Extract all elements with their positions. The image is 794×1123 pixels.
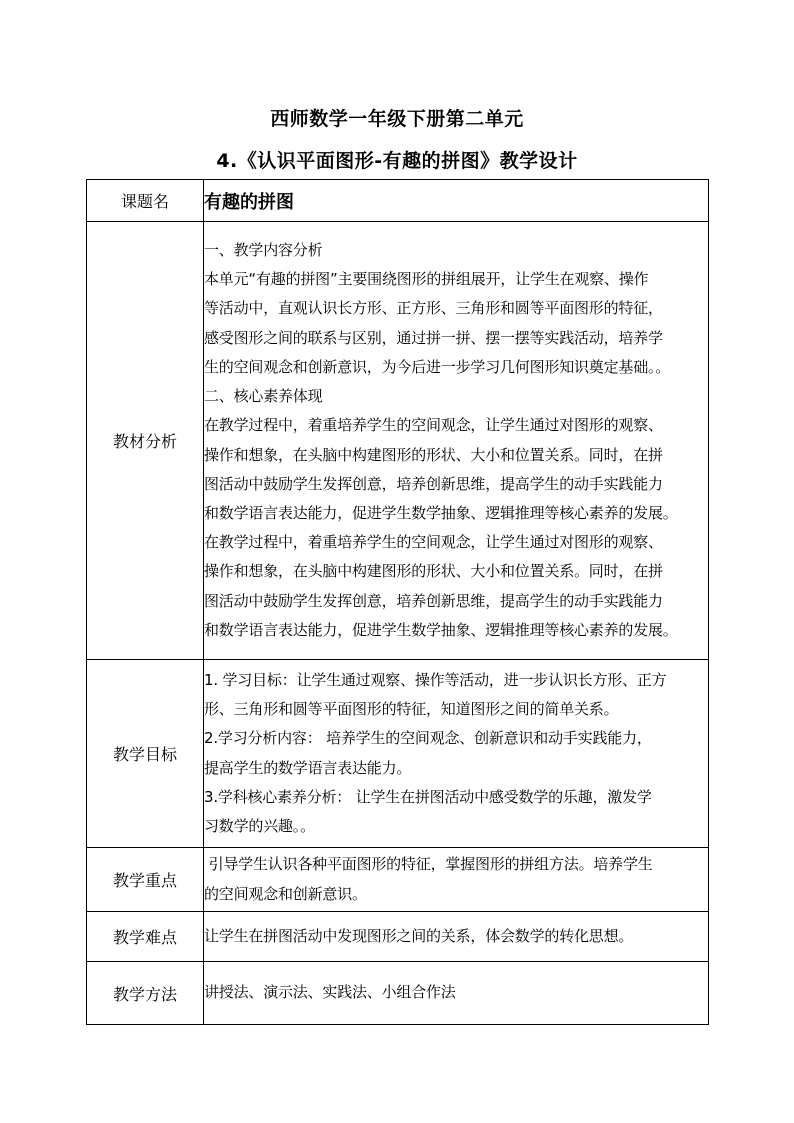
content-line: 在教学过程中，着重培养学生的空间观念，让学生通过对图形的观察、 bbox=[204, 416, 663, 435]
content-line: 图活动中鼓励学生发挥创意，培养创新思维，提高学生的动手实践能力 bbox=[204, 474, 663, 493]
content-line: 本单元“有趣的拼图”主要围绕图形的拼组展开，让学生在观察、操作 bbox=[204, 270, 649, 289]
content-line: 提高学生的数学语言表达能力。 bbox=[204, 758, 412, 777]
teaching-methods-row bbox=[87, 962, 709, 1025]
content-line: 和数学语言表达能力，促进学生数学抽象、逻辑推理等核心素养的发展。 bbox=[204, 620, 678, 639]
textbook-analysis-label: 教材分析 bbox=[87, 222, 204, 660]
content-line: 3.学科核心素养分析： 让学生在拼图活动中感受数学的乐趣，激发学 bbox=[204, 787, 652, 806]
content-line: 的空间观念和创新意识。 bbox=[204, 884, 367, 903]
content-line: 操作和想象，在头脑中构建图形的形状、大小和位置关系。同时，在拼 bbox=[204, 445, 663, 464]
textbook-analysis-content bbox=[204, 222, 709, 660]
difficult-points-content bbox=[204, 912, 709, 962]
content-line: 图活动中鼓励学生发挥创意，培养创新思维，提高学生的动手实践能力 bbox=[204, 591, 663, 610]
document-title-line2: 4.《认识平面图形-有趣的拼图》教学设计 bbox=[216, 150, 578, 172]
topic-label: 课题名 bbox=[87, 180, 204, 222]
content-line: 习数学的兴趣。。 bbox=[204, 816, 315, 835]
lesson-plan-table bbox=[86, 179, 709, 1025]
difficult-points-row bbox=[87, 912, 709, 962]
teaching-methods-label: 教学方法 bbox=[87, 962, 204, 1025]
content-line: 在教学过程中，着重培养学生的空间观念，让学生通过对图形的观察、 bbox=[204, 533, 663, 552]
content-line: 操作和想象，在头脑中构建图形的形状、大小和位置关系。同时，在拼 bbox=[204, 562, 663, 581]
content-line: 一、教学内容分析 bbox=[204, 241, 323, 260]
content-line: 让学生在拼图活动中发现图形之间的关系，体会数学的转化思想。 bbox=[204, 926, 634, 945]
difficult-points-label: 教学难点 bbox=[87, 912, 204, 962]
content-line: 生的空间观念和创新意识，为今后进一步学习几何图形知识奠定基础。。 bbox=[204, 357, 671, 376]
content-line: 引导学生认识各种平面图形的特征，掌握图形的拼组方法。培养学生 bbox=[204, 855, 653, 874]
topic-value: 有趣的拼图 bbox=[204, 180, 709, 222]
content-line: 1. 学习目标：让学生通过观察、操作等活动，进一步认识长方形、正方 bbox=[204, 670, 667, 689]
document-title-line1: 西师数学一年级下册第二单元 bbox=[270, 108, 524, 130]
teaching-goals-label: 教学目标 bbox=[87, 660, 204, 848]
teaching-goals-row bbox=[87, 660, 709, 848]
content-line: 等活动中，直观认识长方形、正方形、三角形和圆等平面图形的特征， bbox=[204, 299, 663, 318]
key-points-label: 教学重点 bbox=[87, 848, 204, 912]
content-line: 和数学语言表达能力，促进学生数学抽象、逻辑推理等核心素养的发展。 bbox=[204, 503, 678, 522]
topic-row bbox=[87, 180, 709, 222]
teaching-goals-content bbox=[204, 660, 709, 848]
teaching-methods-content bbox=[204, 962, 709, 1025]
textbook-analysis-row bbox=[87, 222, 709, 660]
content-line: 二、核心素养体现 bbox=[204, 387, 323, 406]
content-line: 形、三角形和圆等平面图形的特征，知道图形之间的简单关系。 bbox=[204, 700, 619, 719]
content-line: 感受图形之间的联系与区别，通过拼一拼、摆一摆等实践活动，培养学 bbox=[204, 328, 663, 347]
key-points-content bbox=[204, 848, 709, 912]
key-points-row bbox=[87, 848, 709, 912]
content-line: 2.学习分析内容： 培养学生的空间观念、创新意识和动手实践能力， bbox=[204, 729, 652, 748]
content-line: 讲授法、演示法、实践法、小组合作法 bbox=[204, 983, 456, 1002]
